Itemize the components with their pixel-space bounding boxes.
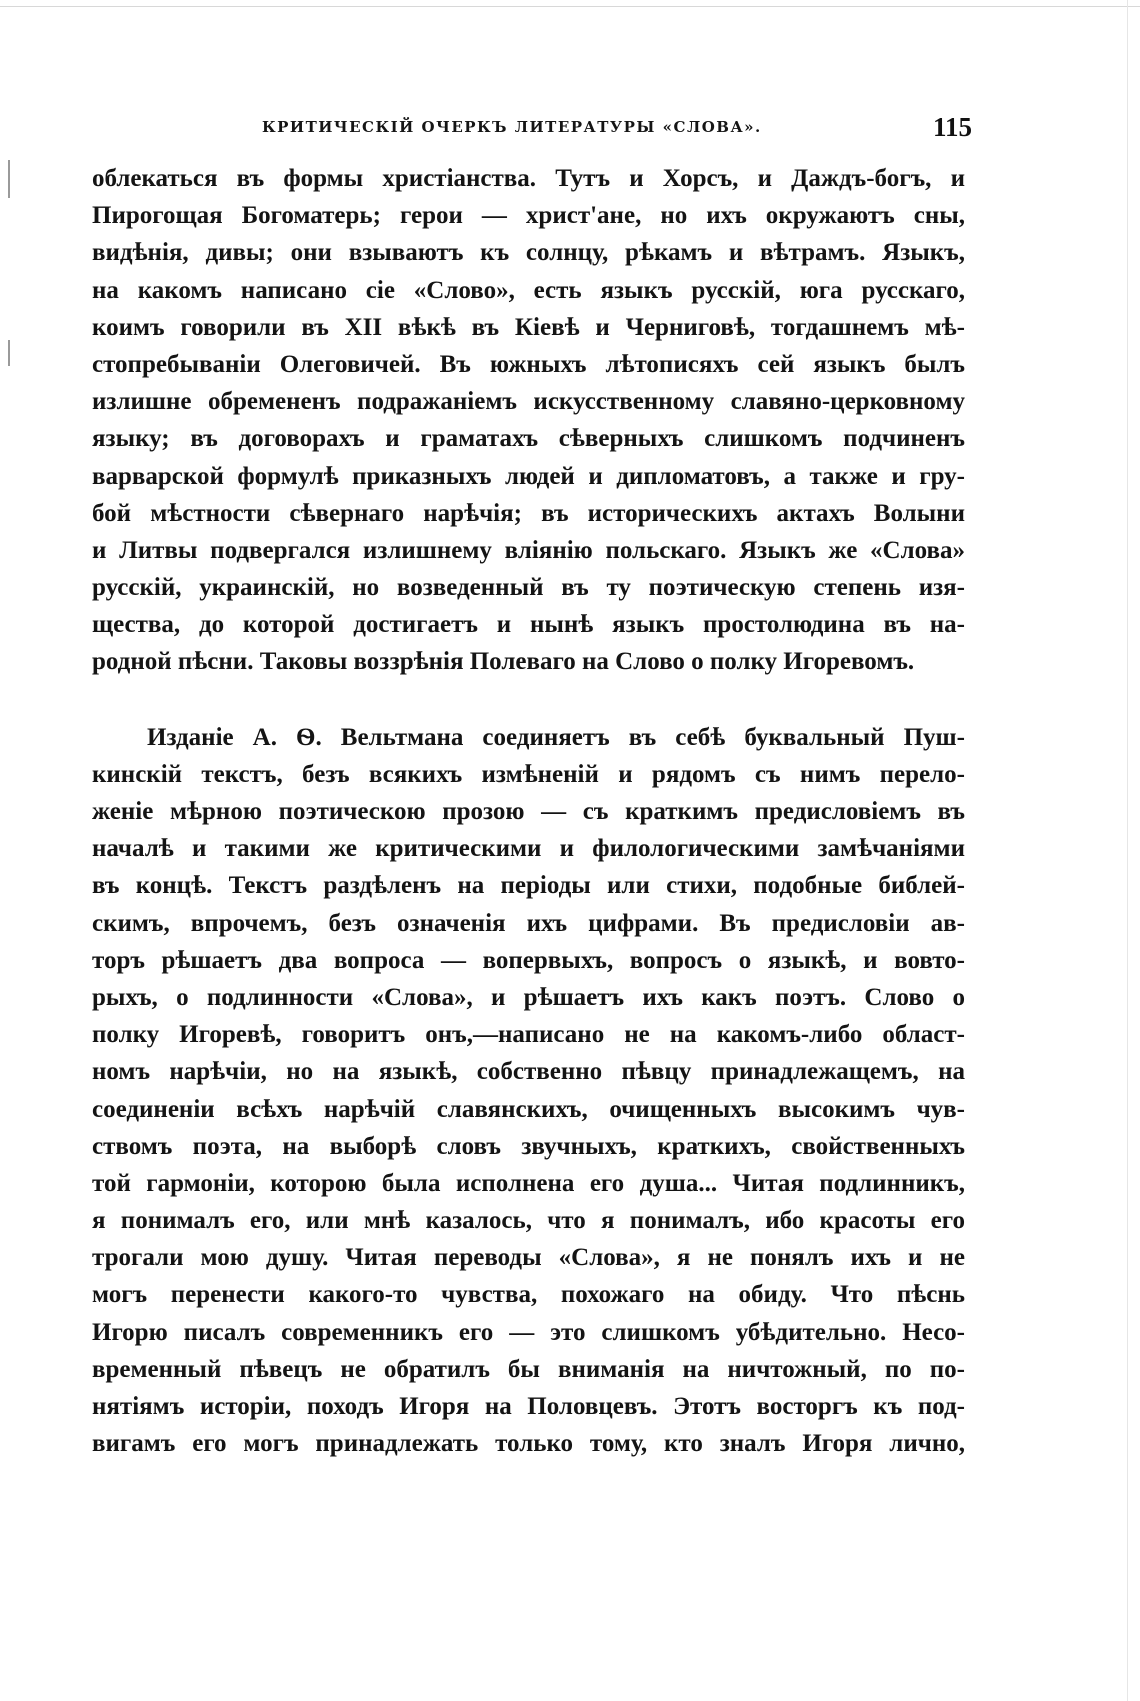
text-line: скимъ, впрочемъ, безъ означенія ихъ цифрами. Въ предисловіи ав-: [92, 909, 965, 937]
text-line: облекаться въ формы христіанства. Тутъ и Хорсъ, и Даждъ-богъ, и: [92, 165, 965, 192]
text-line: ствомъ поэта, на выборѣ словъ звучныхъ, краткихъ, свойственныхъ: [92, 1132, 965, 1160]
text-line: русскій, украинскій, но возведенный въ ту поэтическую степень изя-: [92, 574, 965, 602]
text-line: видѣнія, дивы; они взываютъ къ солнцу, рѣкамъ и вѣтрамъ. Языкъ,: [92, 239, 965, 267]
text-line: нятіямъ исторіи, походъ Игоря на Половцевъ. Этотъ восторгъ къ под-: [92, 1393, 965, 1420]
text-line: рыхъ, о подлинности «Слова», и рѣшаетъ ихъ какъ поэтъ. Слово о: [92, 983, 965, 1011]
paragraph-1: [92, 160, 965, 681]
text-line: женіе мѣрною поэтическою прозою — съ краткимъ предисловіемъ въ: [92, 798, 965, 825]
left-margin-mark: [8, 160, 10, 198]
text-line: вигамъ его могъ принадлежать только тому, кто зналъ Игоря лично,: [92, 1430, 965, 1458]
text-line: соединеніи всѣхъ нарѣчій славянскихъ, очищенныхъ высокимъ чув-: [92, 1095, 965, 1123]
text-line: щества, до которой достигаетъ и нынѣ языкъ простолюдина въ на-: [92, 611, 965, 639]
page-number: 115: [932, 112, 972, 142]
left-margin-mark: [8, 340, 10, 366]
scan-right-edge: [1127, 0, 1128, 1701]
text-line: языку; въ договорахъ и граматахъ сѣверныхъ слишкомъ подчиненъ: [92, 425, 965, 453]
text-line: въ концѣ. Текстъ раздѣленъ на періоды или стихи, подобные библей-: [92, 872, 965, 900]
text-line: полку Игоревѣ, говоритъ онъ,—написано не на какомъ-либо област-: [92, 1021, 965, 1049]
text-line: кинскій текстъ, безъ всякихъ измѣненій и рядомъ съ нимъ перело-: [92, 760, 965, 788]
text-line: родной пѣсни. Таковы воззрѣнія Полеваго на Слово о полку Игоревомъ.: [92, 648, 915, 676]
text-line: я понималъ его, или мнѣ казалось, что я понималъ, ибо красоты его: [92, 1207, 965, 1235]
text-line: могъ перенести какого-то чувства, похожаго на обиду. Что пѣснь: [92, 1281, 965, 1309]
text-line: временный пѣвецъ не обратилъ бы вниманія на ничтожный, по по-: [92, 1355, 965, 1383]
text-line: и Литвы подвергался излишнему вліянію польскаго. Языкъ же «Слова»: [92, 536, 965, 564]
text-line: трогали мою душу. Читая переводы «Слова», я не понялъ ихъ и не: [92, 1244, 965, 1272]
page-header: [262, 112, 972, 148]
text-line: началѣ и такими же критическими и филологическими замѣчаніями: [92, 835, 965, 863]
text-line: на какомъ написано сіе «Слово», есть языкъ русскій, юга русскаго,: [92, 276, 965, 304]
text-line: излишне обремененъ подражаніемъ искусственному славяно-церковному: [92, 388, 965, 416]
paragraph-2: [92, 719, 965, 1463]
text-line: варварской формулѣ приказныхъ людей и дипломатовъ, а также и гру-: [92, 462, 965, 490]
text-line: торъ рѣшаетъ два вопроса — вопервыхъ, вопросъ о языкѣ, и вовто-: [92, 946, 965, 974]
running-title: КРИТИЧЕСКІЙ ОЧЕРКЪ ЛИТЕРАТУРЫ «СЛОВА».: [262, 118, 762, 136]
body-text: [92, 160, 965, 1462]
paragraph-gap: [92, 681, 965, 719]
text-line: бой мѣстности сѣвернаго нарѣчія; въ историческихъ актахъ Волыни: [92, 499, 965, 527]
text-line: той гармоніи, которою была исполнена его душа... Читая подлинникъ,: [92, 1169, 965, 1197]
text-line: Игорю писалъ современникъ его — это слишкомъ убѣдительно. Несо-: [92, 1318, 965, 1346]
text-line: Изданіе А. Ѳ. Вельтмана соединяетъ въ себѣ буквальный Пуш-: [147, 723, 965, 751]
scan-top-edge: [0, 6, 1140, 7]
text-line: коимъ говорили въ XII вѣкѣ въ Кіевѣ и Черниговѣ, тогдашнемъ мѣ-: [92, 313, 965, 341]
text-line: Пирогощая Богоматерь; герои — христ'ане, но ихъ окружаютъ сны,: [92, 202, 965, 230]
text-line: стопребываніи Олеговичей. Въ южныхъ лѣтописяхъ сей языкъ былъ: [92, 350, 965, 378]
text-line: номъ нарѣчіи, но на языкѣ, собственно пѣвцу принадлежащемъ, на: [92, 1058, 965, 1086]
